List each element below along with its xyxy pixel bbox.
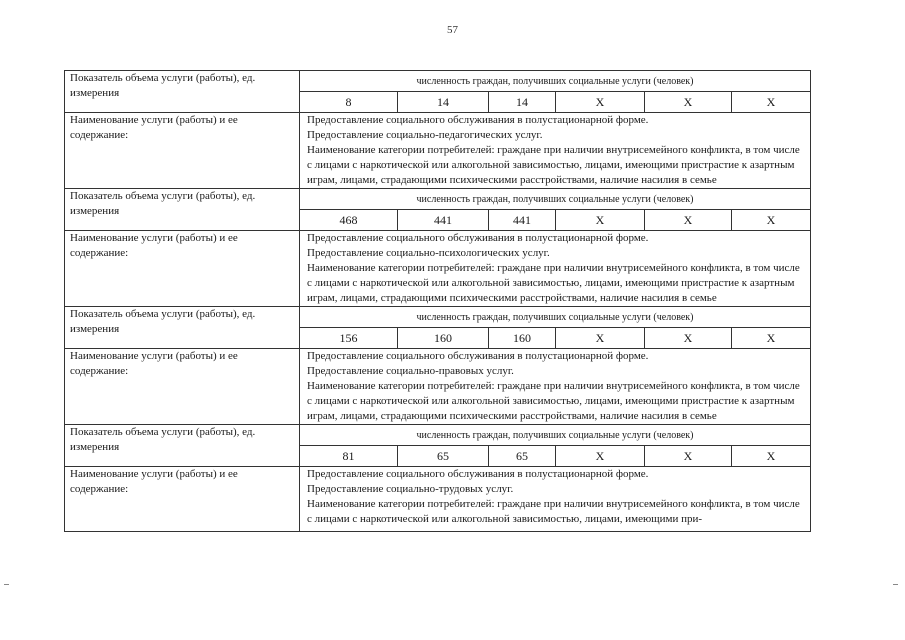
value-cell: X [556,446,645,467]
service-row [65,231,811,307]
value-cell: X [645,92,732,113]
value-cell: X [732,92,811,113]
service-content [300,349,811,425]
service-label: Наименование услуги (работы) и ее содержание: [65,113,300,189]
value-cell: X [645,328,732,349]
value-cell: 65 [489,446,556,467]
consumer-category: Наименование категории потребителей: граждане при наличии внутрисемейного конфликта, в том числе с лицами с наркотической или алкогольной зависимостью, лицами, имеющими пристрастие к азартным играм, лицами, страдающими психическими расстройствами, наличие насилия в семье [307,262,800,304]
value-cell: 14 [489,92,556,113]
consumer-category: Наименование категории потребителей: граждане при наличии внутрисемейного конфликта, в том числе с лицами с наркотической или алкогольной зависимостью, лицами, имеющими пристрастие к азартным играм, лицами, страдающими психическими расстройствами, наличие насилия в семье [307,144,800,186]
value-cell: X [732,446,811,467]
value-cell: X [732,210,811,231]
service-form: Предоставление социального обслуживания в полустационарной форме. [307,350,649,362]
value-cell: X [556,328,645,349]
consumer-category: Наименование категории потребителей: граждане при наличии внутрисемейного конфликта, в том числе с лицами с наркотической или алкогольной зависимостью, лицами, имеющими пристрастие к азартным играм, лицами, страдающими психическими расстройствами, наличие насилия в семье [307,380,800,422]
right-edge-mark [893,584,898,585]
indicator-label: Показатель объема услуги (работы), ед. измерения [65,307,300,349]
unit-of-measure: численность граждан, получивших социальные услуги (человек) [300,307,811,328]
page-number: 57 [447,24,458,36]
value-cell: X [645,210,732,231]
indicator-row [65,71,811,92]
service-row [65,467,811,532]
value-cell: X [732,328,811,349]
service-content [300,231,811,307]
service-form: Предоставление социального обслуживания в полустационарной форме. [307,232,649,244]
service-label: Наименование услуги (работы) и ее содержание: [65,467,300,532]
unit-of-measure: численность граждан, получивших социальные услуги (человек) [300,71,811,92]
value-cell: 8 [300,92,398,113]
indicator-label: Показатель объема услуги (работы), ед. измерения [65,189,300,231]
consumer-category: Наименование категории потребителей: граждане при наличии внутрисемейного конфликта, в том числе с лицами с наркотической или алкогольной зависимостью, лицами, имеющими при- [307,498,800,525]
indicator-label: Показатель объема услуги (работы), ед. измерения [65,71,300,113]
value-cell: 441 [489,210,556,231]
value-cell: X [556,210,645,231]
service-label: Наименование услуги (работы) и ее содержание: [65,349,300,425]
service-row [65,113,811,189]
service-form: Предоставление социального обслуживания в полустационарной форме. [307,468,649,480]
value-cell: 156 [300,328,398,349]
service-content [300,467,811,532]
unit-of-measure: численность граждан, получивших социальные услуги (человек) [300,425,811,446]
value-cell: 81 [300,446,398,467]
service-type: Предоставление социально-педагогических услуг. [307,129,543,141]
value-cell: 160 [489,328,556,349]
service-type: Предоставление социально-трудовых услуг. [307,483,514,495]
value-cell: X [556,92,645,113]
service-content [300,113,811,189]
services-table [64,70,811,532]
left-edge-mark [4,584,9,585]
value-cell: 160 [398,328,489,349]
indicator-row [65,189,811,210]
indicator-row [65,425,811,446]
indicator-row [65,307,811,328]
service-form: Предоставление социального обслуживания в полустационарной форме. [307,114,649,126]
service-type: Предоставление социально-правовых услуг. [307,365,514,377]
service-row [65,349,811,425]
value-cell: 65 [398,446,489,467]
unit-of-measure: численность граждан, получивших социальные услуги (человек) [300,189,811,210]
indicator-label: Показатель объема услуги (работы), ед. измерения [65,425,300,467]
value-cell: X [645,446,732,467]
service-type: Предоставление социально-психологических услуг. [307,247,550,259]
service-label: Наименование услуги (работы) и ее содержание: [65,231,300,307]
value-cell: 468 [300,210,398,231]
value-cell: 441 [398,210,489,231]
value-cell: 14 [398,92,489,113]
